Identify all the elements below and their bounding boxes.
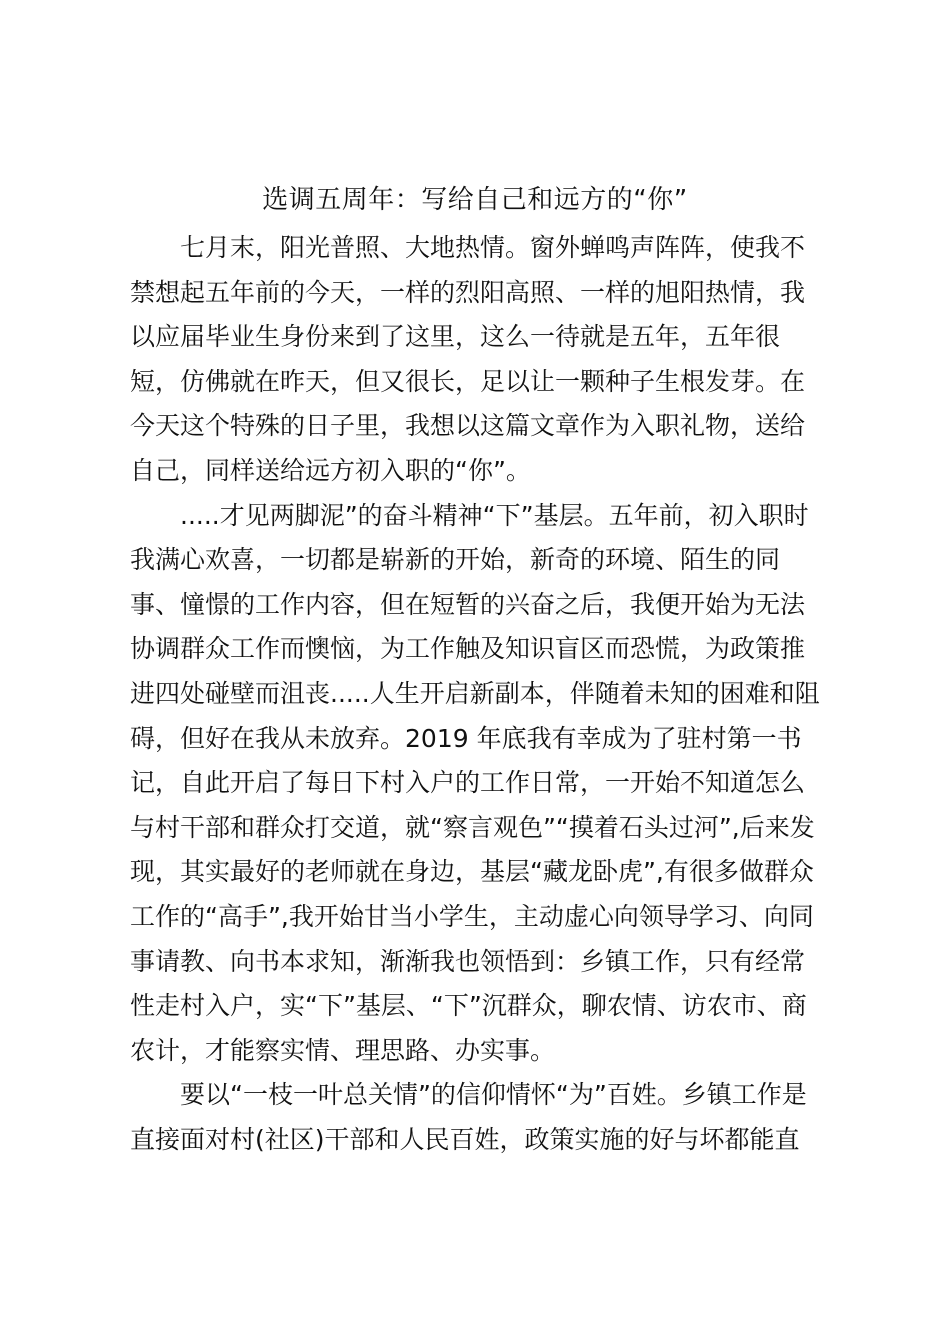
text-line: 农计，才能察实情、理思路、办实事。 [130,1035,556,1065]
text-line: 碍，但好在我从未放弃。2019 年底我有幸成为了驻村第一书 [130,723,802,753]
text-line: 短，仿佛就在昨天，但又很长，足以让一颗种子生根发芽。在 [130,366,806,396]
paragraph-3 [130,1073,830,1162]
document-title: 选调五周年：写给自己和远方的“你” [262,185,688,215]
text-line: 与村干部和群众打交道，就“察言观色”“摸着石头过河”,后来发 [130,812,815,842]
text-line: 现，其实最好的老师就在身边，基层“藏龙卧虎”,有很多做群众 [130,857,814,887]
paragraph-1 [130,226,830,494]
text-line: 协调群众工作而懊恼，为工作触及知识盲区而恐慌，为政策推 [130,634,806,664]
text-line: 今天这个特殊的日子里，我想以这篇文章作为入职礼物，送给 [130,411,806,441]
text-line: 禁想起五年前的今天，一样的烈阳高照、一样的旭阳热情，我 [130,277,806,307]
text-line: .....才见两脚泥”的奋斗精神“下”基层。五年前，初入职时 [180,500,809,530]
document-body [130,226,830,1162]
text-line: 以应届毕业生身份来到了这里，这么一待就是五年，五年很 [130,322,781,352]
text-line: 事、憧憬的工作内容，但在短暂的兴奋之后，我便开始为无法 [130,589,806,619]
text-line: 要以“一枝一叶总关情”的信仰情怀“为”百姓。乡镇工作是 [180,1080,807,1110]
text-line: 直接面对村(社区)干部和人民百姓，政策实施的好与坏都能直 [130,1124,800,1154]
text-line: 自己，同样送给远方初入职的“你”。 [130,455,531,485]
text-line: 七月末，阳光普照、大地热情。窗外蝉鸣声阵阵，使我不 [180,233,806,262]
text-line: 事请教、向书本求知，渐渐我也领悟到：乡镇工作，只有经常 [130,946,806,976]
paragraph-2 [130,494,830,1074]
text-line: 进四处碰壁而沮丧.....人生开启新副本，伴随着未知的困难和阻 [130,678,820,708]
text-line: 我满心欢喜，一切都是崭新的开始，新奇的环境、陌生的同 [130,545,781,575]
text-line: 工作的“高手”,我开始甘当小学生，主动虚心向领导学习、向同 [130,901,814,931]
text-line: 记，自此开启了每日下村入户的工作日常，一开始不知道怎么 [130,768,806,798]
text-line: 性走村入户，实“下”基层、“下”沉群众，聊农情、访农市、商 [130,991,807,1021]
